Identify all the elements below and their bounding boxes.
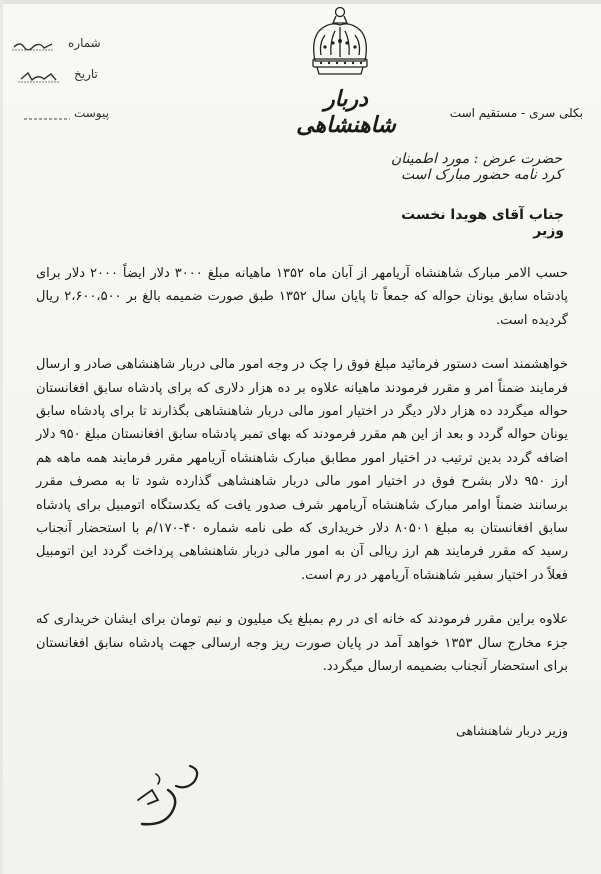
number-scrawl-icon xyxy=(12,39,54,52)
scan-edge-top xyxy=(0,0,601,4)
classification-note: بکلی سری - مستقیم است xyxy=(449,106,583,120)
paragraph-1: حسب الامر مبارک شاهنشاه آریامهر از آبان ماه ۱۳۵۲ ماهیانه مبلغ ۳۰۰۰ دلار ایضاً ۲۰۰۰ دلار برای پادشاه سابق یونان حواله که جمعاً تا پایان سال ۱۳۵۲ طبق صورت ضمیمه بالغ بر ۲،۶۰۰،۵۰۰ ریال گردیده است. xyxy=(36,266,568,328)
attachment-dashes-icon xyxy=(24,109,70,122)
attachment-field xyxy=(12,106,112,124)
addressee-line: جناب آقای هویدا نخست وزیر xyxy=(401,207,564,239)
scan-edge-left xyxy=(0,0,3,874)
handwritten-signature-icon xyxy=(128,760,208,830)
handwritten-margin-note: حضرت عرض : مورد اطمینان کرد نامه حضور مبارک است xyxy=(390,151,562,183)
date-label: تاریخ xyxy=(74,67,98,81)
court-title: دربار شاهنشاهی xyxy=(296,86,396,138)
paragraph-2: خواهشمند است دستور فرمائید مبلغ فوق را چک در وجه امور مالی دربار شاهنشاهی صادر و ارسال فرمایند ضمناً امر و مقرر فرمودند ماهیانه علاوه بر ده هزار دلاری که برای پادشاه سابق افغانستان حواله میگردد ده هزار دلار دیگر در اختیار امور مالی دربار شاهنشاهی بگذارند تا برای پادشاه سابق یونان حواله گردد و بعد از این هم مقرر فرمودند که بهای تمبر پادشاه سابق افغانستان مبلغ ۹۵۰ دلار اضافه گردد بدین ترتیب در اختیار امور مطابق مبارک شاهنشاه آریامهر مقرر فرمایند همه ماهه هم ارز ۹۵۰ دلار بشرح فوق در اختیار امور مالی دربار شاهنشاهی گذارده شود تا به مصرف مقرر برسانند ضمناً اوامر مبارک شاهنشاه آریامهر شرف صدور یافت که یکدستگاه اتومبیل برای پادشاه سابق افغانستان به مبلغ ۸۰۵۰۱ دلار خریداری که طی نامه شماره ۴۰-۱۷۰/م با استحضار آنجناب رسید که مقرر فرمایند هم ارز ریالی آن به امور مالی دربار شاهنشاهی پرداخت گردد این اتومبیل فعلاً در اختیار سفیر شاهنشاه آریامهر در رم است. xyxy=(36,357,568,583)
date-field xyxy=(12,67,112,85)
signatory-title: وزیر دربار شاهنشاهی xyxy=(456,723,568,738)
paragraph-3: علاوه براین مقرر فرمودند که خانه ای در رم بمبلغ یک میلیون و نیم تومان برای ایشان خریداری که جزء مخارج سال ۱۳۵۳ خواهد آمد در پایان صورت ریز وجه ارسالی جهت پادشاه سابق افغانستان برای استحضار آنجناب بضمیمه ارسال میگردد. xyxy=(36,612,568,675)
letter-body xyxy=(36,262,568,679)
number-label: شماره xyxy=(68,36,101,50)
pahlavi-crown-crest-icon xyxy=(303,3,377,78)
date-scrawl-icon xyxy=(18,70,60,83)
number-field xyxy=(12,36,112,54)
attachment-label: پیوست xyxy=(74,106,109,120)
